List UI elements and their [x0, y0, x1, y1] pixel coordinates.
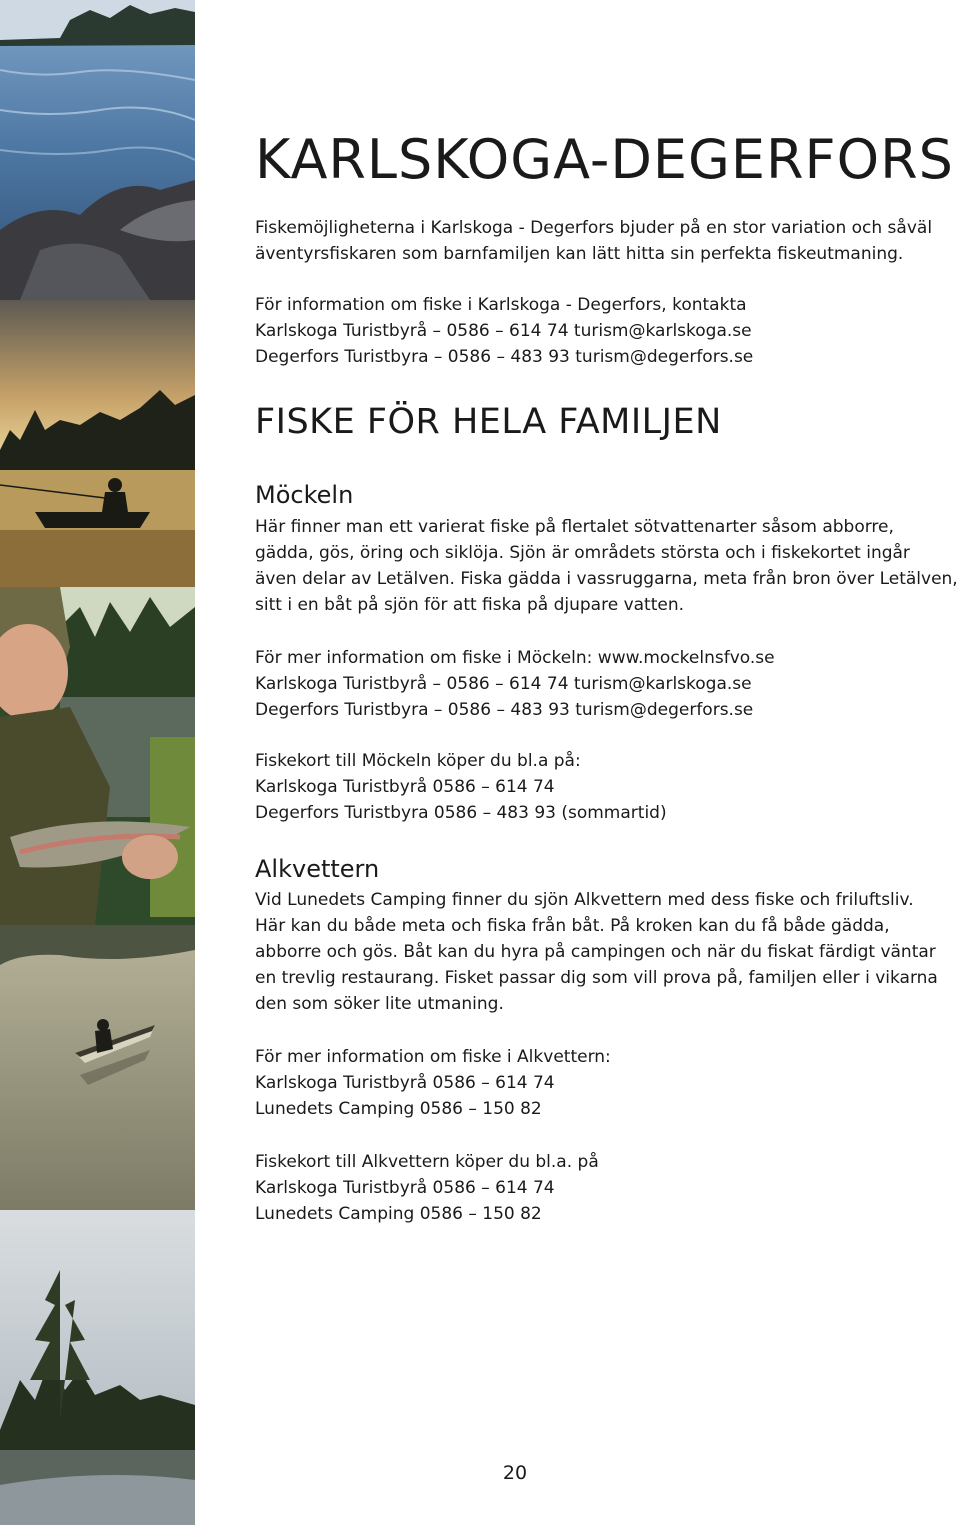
card-line: Degerfors Turistbyra 0586 – 483 93 (sommartid)	[255, 803, 667, 823]
card-line: Fiskekort till Möckeln köper du bl.a på:	[255, 751, 581, 771]
intro-paragraph	[255, 215, 960, 267]
body-line: gädda, gös, öring och siklöja. Sjön är områdets största och i fiskekortet ingår	[255, 543, 910, 563]
card-line: Fiskekort till Alkvettern köper du bl.a. på	[255, 1152, 599, 1172]
body-line: Vid Lunedets Camping finner du sjön Alkvettern med dess fiske och friluftsliv.	[255, 890, 914, 910]
card-line: Lunedets Camping 0586 – 150 82	[255, 1204, 542, 1224]
contact-line: För information om fiske i Karlskoga - Degerfors, kontakta	[255, 295, 747, 315]
alkvettern-heading: Alkvettern	[255, 855, 380, 883]
mockeln-fishing-cards	[255, 748, 960, 826]
body-line: även delar av Letälven. Fiska gädda i vassruggarna, meta från bron över Letälven,	[255, 569, 958, 589]
mockeln-description	[255, 514, 960, 618]
contact-line: Degerfors Turistbyra – 0586 – 483 93 turism@degerfors.se	[255, 347, 754, 367]
mockeln-heading: Möckeln	[255, 481, 354, 509]
alkvettern-info	[255, 1044, 960, 1122]
contact-block	[255, 292, 960, 370]
body-line: Här finner man ett varierat fiske på flertalet sötvattenarter såsom abborre,	[255, 517, 894, 537]
body-line: en trevlig restaurang. Fisket passar dig som vill prova på, familjen eller i vikarna	[255, 968, 938, 988]
lake-rocks-photo	[0, 0, 195, 300]
contact-line: Karlskoga Turistbyrå – 0586 – 614 74 turism@karlskoga.se	[255, 321, 752, 341]
info-line: För mer information om fiske i Möckeln: www.mockelnsfvo.se	[255, 648, 775, 668]
info-line: Karlskoga Turistbyrå 0586 – 614 74	[255, 1073, 555, 1093]
alkvettern-fishing-cards	[255, 1149, 960, 1227]
info-line: För mer information om fiske i Alkvettern:	[255, 1047, 611, 1067]
sunset-boat-photo	[0, 300, 195, 587]
alkvettern-description	[255, 887, 960, 1017]
intro-line: äventyrsfiskaren som barnfamiljen kan lätt hitta sin perfekta fiskeutmaning.	[255, 244, 904, 264]
canoe-photo	[0, 925, 195, 1210]
page-title: KARLSKOGA-DEGERFORS	[255, 128, 954, 191]
info-line: Lunedets Camping 0586 – 150 82	[255, 1099, 542, 1119]
body-line: Här kan du både meta och fiska från båt. På kroken kan du få både gädda,	[255, 916, 890, 936]
section-heading: FISKE FÖR HELA FAMILJEN	[255, 402, 722, 442]
info-line: Degerfors Turistbyra – 0586 – 483 93 turism@degerfors.se	[255, 700, 754, 720]
card-line: Karlskoga Turistbyrå 0586 – 614 74	[255, 777, 555, 797]
body-line: sitt i en båt på sjön för att fiska på djupare vatten.	[255, 595, 685, 615]
mockeln-info	[255, 645, 960, 723]
lake-trees-photo	[0, 1210, 195, 1525]
info-line: Karlskoga Turistbyrå – 0586 – 614 74 turism@karlskoga.se	[255, 674, 752, 694]
photo-strip	[0, 0, 195, 1525]
page-number: 20	[502, 1462, 528, 1484]
body-line: den som söker lite utmaning.	[255, 994, 504, 1014]
card-line: Karlskoga Turistbyrå 0586 – 614 74	[255, 1178, 555, 1198]
intro-line: Fiskemöjligheterna i Karlskoga - Degerfors bjuder på en stor variation och såväl	[255, 218, 933, 238]
body-line: abborre och gös. Båt kan du hyra på campingen och när du fiskat färdigt väntar	[255, 942, 936, 962]
man-with-fish-photo	[0, 587, 195, 925]
